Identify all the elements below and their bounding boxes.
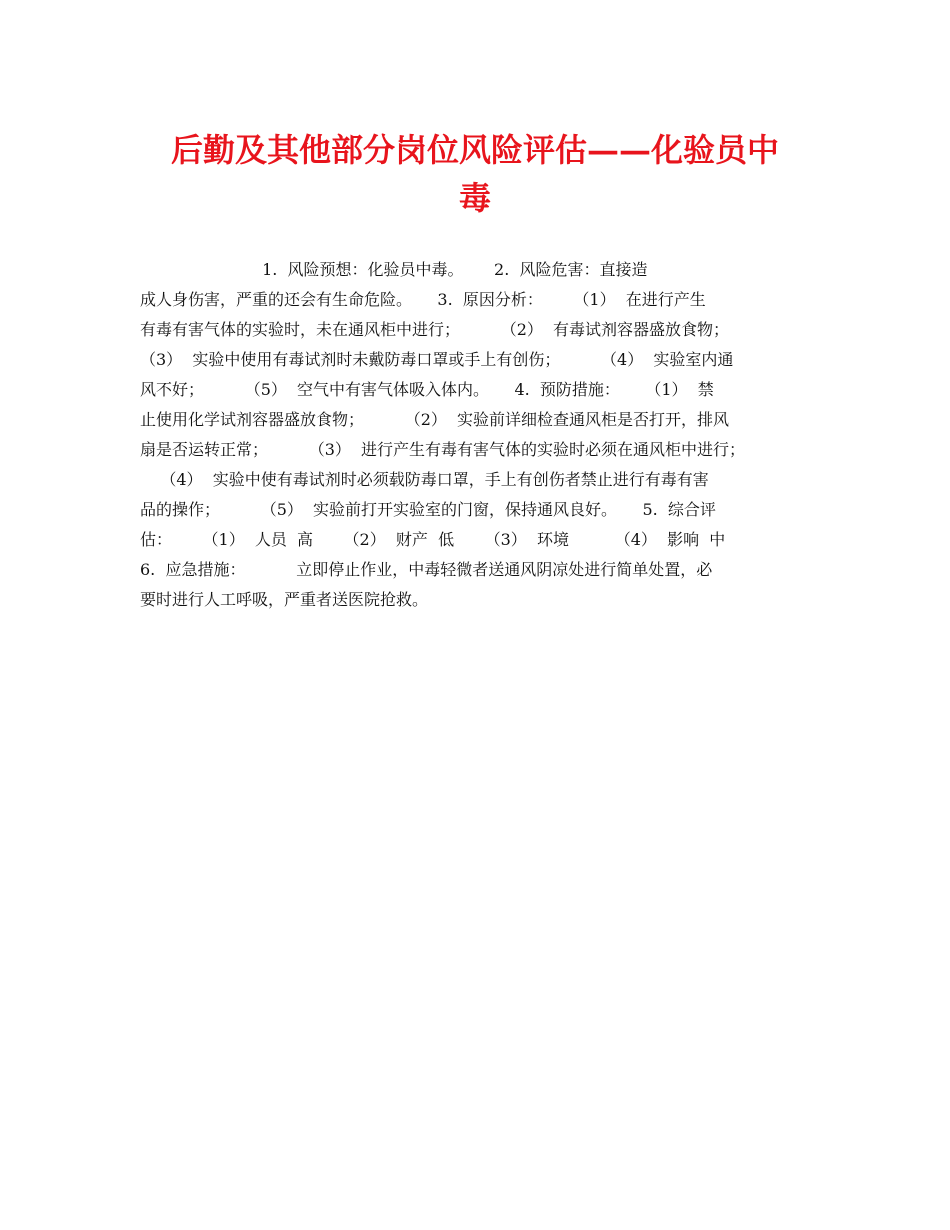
title-line-2: 毒 <box>458 179 491 217</box>
document-title <box>140 126 810 222</box>
document-body <box>140 255 812 615</box>
body-line-4: （3） 实验中使用有毒试剂时未戴防毒口罩或手上有创伤； （4） 实验室内通 <box>140 350 734 369</box>
body-line-3: 有毒有害气体的实验时，未在通风柜中进行； （2） 有毒试剂容器盛放食物； <box>140 320 730 339</box>
body-line-1: 1. 风险预想：化验员中毒。 2. 风险危害：直接造 <box>140 260 648 279</box>
title-line-1: 后勤及其他部分岗位风险评估——化验员中 <box>170 131 779 169</box>
body-line-10: 估： （1） 人员 高 （2） 财产 低 （3） 环境 （4） 影响 中 <box>140 530 726 549</box>
body-line-8: （4） 实验中使有毒试剂时必须载防毒口罩，手上有创伤者禁止进行有毒有害 <box>140 470 709 489</box>
body-line-11: 6. 应急措施： 立即停止作业，中毒轻微者送通风阴凉处进行简单处置，必 <box>140 560 713 579</box>
body-line-12: 要时进行人工呼吸，严重者送医院抢救。 <box>140 590 429 609</box>
body-line-2: 成人身伤害，严重的还会有生命危险。 3. 原因分析： （1） 在进行产生 <box>140 290 706 309</box>
body-line-9: 品的操作； （5） 实验前打开实验室的门窗，保持通风良好。 5. 综合评 <box>140 500 716 519</box>
body-line-5: 风不好； （5） 空气中有害气体吸入体内。 4. 预防措施： （1） 禁 <box>140 380 714 399</box>
body-line-7: 扇是否运转正常； （3） 进行产生有毒有害气体的实验时必须在通风柜中进行； <box>140 440 746 459</box>
body-line-6: 止使用化学试剂容器盛放食物； （2） 实验前详细检查通风柜是否打开，排风 <box>140 410 730 429</box>
